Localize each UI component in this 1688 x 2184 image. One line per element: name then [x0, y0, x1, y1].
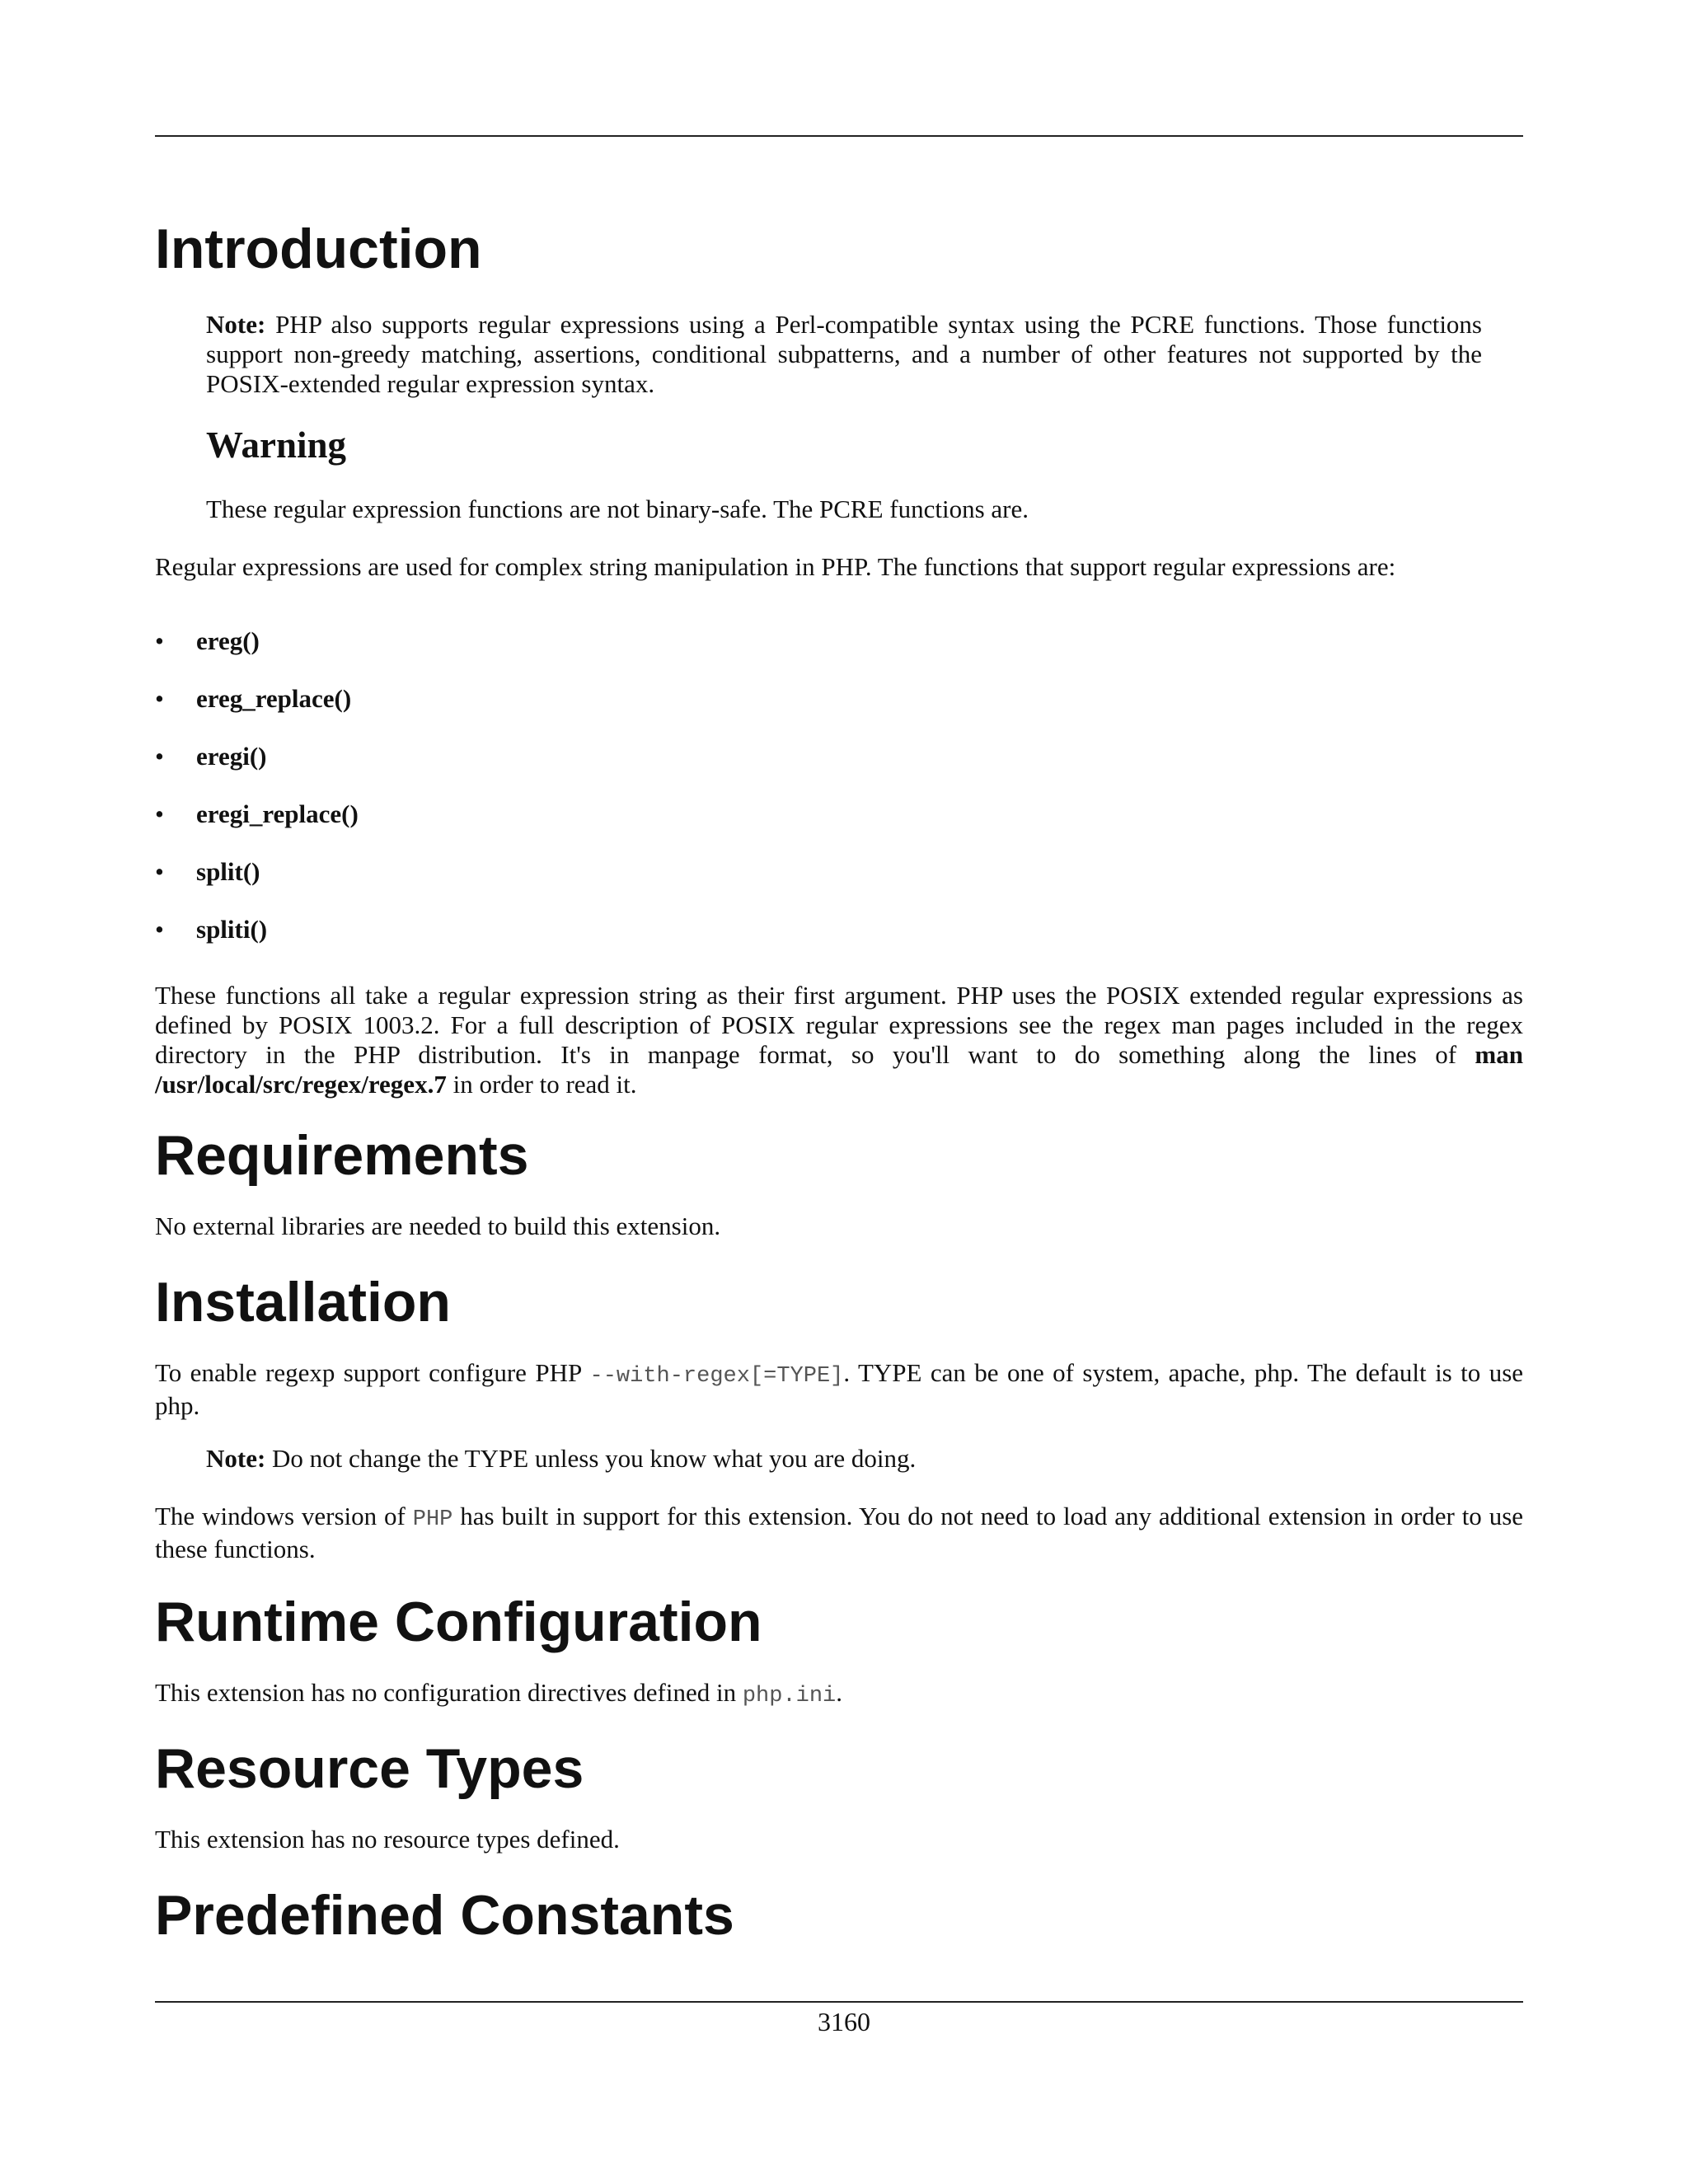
- bullet: •: [155, 857, 164, 886]
- details-tail: in order to read it.: [452, 1070, 637, 1099]
- heading-installation: Installation: [155, 1271, 451, 1333]
- windows-text-post: has built in support for this extension. You do not need to load any additional extension in order to use these functions.: [155, 1502, 1524, 1563]
- warning-text: These regular expression functions are not binary-safe. The PCRE functions are.: [206, 494, 1029, 523]
- list-item: [155, 742, 814, 799]
- heading-introduction: Introduction: [155, 218, 482, 280]
- function-list: [155, 626, 814, 972]
- note-label: Note:: [206, 310, 266, 339]
- functions-lead: Regular expressions are used for complex string manipulation in PHP. The functions that support regular expressions are:: [155, 552, 1396, 581]
- note-text: PHP also supports regular expressions using a Perl-compatible syntax using the PCRE functions. Those functions support non-greedy matching, assertions, conditional subpatterns, and a number of other features not supported by the POSIX-extended regular expression syntax.: [206, 310, 1482, 398]
- heading-runtime-configuration: Runtime Configuration: [155, 1591, 762, 1653]
- bullet: •: [155, 915, 164, 944]
- installation-text-post: . TYPE can be one of system, apache, php. The default is to use php.: [155, 1358, 1524, 1420]
- note-text: Do not change the TYPE unless you know what you are doing.: [272, 1444, 917, 1473]
- bullet: •: [155, 684, 164, 713]
- windows-text: [155, 1502, 1523, 1564]
- installation-text-pre: To enable regexp support configure PHP: [155, 1358, 582, 1387]
- resource-types-text: This extension has no resource types defined.: [155, 1825, 620, 1854]
- page-number: 3160: [818, 2007, 870, 2036]
- runtime-text: [155, 1678, 1523, 1711]
- function-name: eregi_replace(): [196, 799, 359, 828]
- regex-details: [155, 981, 1523, 1099]
- function-name: ereg_replace(): [196, 684, 352, 713]
- heading-requirements: Requirements: [155, 1124, 529, 1187]
- man-command: man /usr/local/src/regex/regex.7: [155, 1040, 1523, 1099]
- ini-file: php.ini: [742, 1684, 837, 1708]
- installation-note: [206, 1444, 1482, 1474]
- installation-text: [155, 1358, 1523, 1421]
- warning-title: Warning: [206, 424, 347, 466]
- bullet: •: [155, 626, 164, 655]
- header-rule: [155, 135, 1523, 137]
- heading-resource-types: Resource Types: [155, 1737, 584, 1800]
- runtime-text-pre: This extension has no configuration directives defined in: [155, 1678, 737, 1707]
- function-name: ereg(): [196, 626, 260, 655]
- configure-option: --with-regex[=TYPE]: [589, 1364, 844, 1389]
- requirements-text: No external libraries are needed to build this extension.: [155, 1212, 721, 1240]
- list-item: [155, 684, 814, 742]
- details-text: These functions all take a regular expression string as their first argument. PHP uses the POSIX extended regular expressions as defined by POSIX 1003.2. For a full description of POSIX regular expressions see the regex man pages included in the regex directory in the PHP distribution. It's in manpage format, so you'll want to do something along the lines of: [155, 981, 1523, 1069]
- intro-note: [206, 310, 1482, 399]
- windows-text-pre: The windows version of: [155, 1502, 406, 1530]
- footer-rule: [155, 2001, 1523, 2003]
- function-name: spliti(): [196, 915, 268, 944]
- list-item: [155, 857, 814, 915]
- heading-predefined-constants: Predefined Constants: [155, 1884, 734, 1947]
- function-name: split(): [196, 857, 260, 886]
- list-item: [155, 626, 814, 684]
- function-name: eregi(): [196, 742, 267, 771]
- bullet: •: [155, 799, 164, 828]
- list-item: [155, 915, 814, 972]
- bullet: •: [155, 742, 164, 771]
- runtime-text-post: .: [836, 1678, 842, 1707]
- list-item: [155, 799, 814, 857]
- note-label: Note:: [206, 1444, 266, 1473]
- php-acronym: PHP: [412, 1507, 453, 1532]
